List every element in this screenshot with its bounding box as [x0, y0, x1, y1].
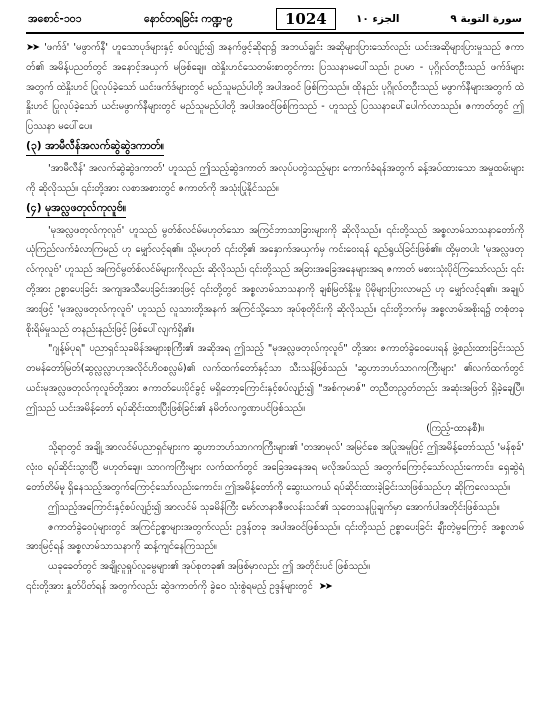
- page-number: 1024: [276, 8, 336, 30]
- continuation-arrows-icon: ➤➤: [26, 42, 39, 53]
- page-body: [26, 38, 524, 597]
- paragraph: ဇကာတ်ခွဲဝေပုံများတွင် အကြင်ဥစ္စာများအတွက်လည်း ဥဒ္ဒန်တခု အပါအဝင်ဖြစ်သည်။ ၎င်းတို့သည် ဥစ္စာပေးခြင်း ချီးတဲ့မွကြောင့် အစ္စလာမ် အားမြင့်ရန် အစ္စလာမ်သာသနာကို ဆန့်ကျင်နေကြသည်။: [26, 521, 524, 553]
- section-4-heading-row: [26, 199, 524, 221]
- continuation-arrows-icon: ➤➤: [318, 580, 331, 592]
- chapter-label: နောင်တရခြင်း ကဏ္ဍ-၉: [144, 13, 233, 25]
- paragraph: ဤသည့်အကြောင်းနှင့်စပ်လျဉ်း၍ အာလင်မ် သုခမိန်ကြီး မော်လာနာဇီဖလန်းသင်၏ သုတေသနပြုချက်မှာ အောက်ပါအတိုင်းဖြစ်သည်။: [48, 501, 500, 513]
- section-heading: (၄) မုအလ္လဖတုလ်ကုလူဗ်။: [26, 200, 126, 218]
- citation: (ကြည့်-ထာနစီ)။: [426, 422, 484, 434]
- surah-label: سورة التوبة ٩: [450, 13, 522, 25]
- juz-label: الجزء ١٠: [356, 13, 400, 25]
- paragraph: 'မုအလ္လဖတုလ်ကုလူဗ်' ဟူသည် မွတ်စ်လင်မ်မဟုတ်သော အကြင်ဘာသာခြားများကို ဆိုလိုသည်။ ၎င်းတို့သည် အစ္စလာမ်သာသနာတော်ကို ယုံကြည်လက်ခံလာကြမည် ဟု မျှော်လင့်ရ၏။ သို့မဟုတ် ၎င်းတို့၏ အနှောက်အယှက်မှ ကင်းဝေးရန် ရည်ရွယ်ခြင်းဖြစ်၏။ ထို့မှတပါး 'မုအလ္လဖတုလ်ကုလူဗ်' ဟူသည် အကြင်မွတ်စ်လင်မ်များကိုလည်း ဆိုလိုသည်၊ ၎င်းတို့သည် အခြားအခြေအနေများအရ ဇကာတ် မစားသုံးပိုင်ကြသော်လည်း ၎င်းတို့အား ဥစ္စာပေးခြင်း အကျအသီပေးခြင်းအားဖြင့် ၎င်းတို့တွင် အစ္စလာမ်သာသနာကို ချစ်မြတ်နိုးမှု ပိုမိုများပြားလာမည် ဟု မျှော်လင့်ရ၏။ အချုပ်အားဖြင့် 'မုအလ္လဖတုလ်ကုလူဗ်' ဟူသည် လူသားတို့အနက် အကြင်သို့သော အုပ်စုတိုင်းကို ဆိုလိုသည်။ ၎င်းတို့ဘက်မှ အစ္စလာမ်အစိုးရ၌ တစုံတခု စိုးရိမ်မှုသည် တနည်းနည်းဖြင့် ဖြစ်ပေါ်လျက်ရှိ၏။: [26, 224, 524, 335]
- section-3-heading-row: [26, 137, 524, 159]
- intro-text: 'ဖက်ဒ်' 'မဖွာက်နီ' ဟူသောပုဒ်များနှင့် စပ်လျဉ်း၍ အနက်ဖွင့်ဆိုရာ၌ အဘယ်ချွင်း အဆိုများပြားသော်လည်း ယင်းအဆိုများပြားမှုသည် ဇကာတ်၏ အမိန့်ပညတ်တွင် အနောင့်အယှက် မဖြစ်ချေ။ ထဲနှိုးဟင်သေတမ်းစာတွင်ကား ပြဿနာမပေါ်သည်၊ ဥပမာ - ပုဂ္ဂိုလ်တဦးသည် ဖက်ဒ်များအတွက် ထဲနှိုးဟင် ပြုလုပ်ခဲ့သော် ယင်းဖက်ဒ်များတွင် မည်သူမည်ပါတို့ အပါအဝင် ဖြစ်ကြသည်။ ထိုနည်း ပုဂ္ဂိုလ်တဦးသည် မဖွာက်နီများအတွက် ထဲနှိုးဟင် ပြုလုပ်ခဲ့သော် ယင်းမဖွာက်နီများတွင် မည်သူမည်ပါတို့ အပါအဝင်ဖြစ်ကြသည် - ဟူသည့် ပြဿနာပေါ်ပေါက်လာသည်။ ဇကာတ်တွင် ဤပြဿနာ မပေါ်ပေ။: [26, 42, 524, 133]
- closing-text: ၎င်းတို့အား နှုတ်ပိတ်ရန် အတွက်လည်း ဆွဲဒကာတ်ကို ခွဲဝေ သုံးစွဲရမည့် ဥဒ္ဒန်များတွင်: [26, 580, 313, 592]
- paragraph: သို့ရာတွင် အချို့ အာလင်မ်ပညာရှင်များက ဆွဟာဘဟ်သာဂကကြီးများ၏ 'တအာမုလ်' အမြင်စေ အပြုအမူဖြင့် ဤအမိန့်တော်သည် 'မန်စုခ်' လုံးဝ ရပ်ဆိုင်းသွားပြီ မဟုတ်ချေ။ သာဂကကြီးများ လက်ထက်တွင် အခြေအနေအရ မလိုအပ်သည် အတွက်ကြောင့်သော်လည်းကောင်း၊ ရှေဆွဲရံတော်တိမ်မူ ရှိနေသည့်အတွက်ကြောင့်သော်လည်းကောင်း၊ ဤအမိန့်တော်ကို ဆွေးယကယ် ရပ်ဆိုင်းထားခဲ့ခြင်းသာဖြစ်သည်ဟု ဆိုကြလေသည်။: [26, 442, 524, 493]
- paragraph: "ဂျန့်မ်ပုရ" ပညာရှင်သုခမိန်အများစုကြီး၏ အဆိုအရ ဤသည့် "မုအလ္လဖတုလ်ကုလူဗ်" တို့အား ဇကာတ်ခွဲဝေပေးရန် ဖွဲ့စည်းထားခြင်းသည် တမန်တော်မြတ်(ဆွလ္လလ္လာဟုအလိုင်ဟိဝစလ္လမ်)၏ လက်ထက်တော်နှင့်သာ သီးသန့်ဖြစ်သည်၊ 'ဆွဟာဘဟ်သာဂကကြီးများ' ၏လက်ထက်တွင် ယင်းမုအလ္လဖတုလ်ကုလူဗ်တို့အား ဇကာတ်ပေးပိုင်ခွင့် မရှိတော့ကြောင်းနှင့်စပ်လျဉ်း၍ "အစ်ကုမာဇ်" တညီတညွတ်တည်း အဆုံးအဖြတ် ရှိခဲ့ချေပြီ။ ဤသည် ယင်းအမိန့်တော် ရပ်ဆိုင်းထားပြီးဖြစ်ခြင်း၏ နမိတ်လက္ခဏာပင်ဖြစ်သည်။: [26, 343, 524, 414]
- closing-paragraph: [26, 577, 524, 597]
- paragraph: ယခုခေတ်တွင် အချို့လူရှုပ်လူမွေများ၏ အုပ်စုတခု၏ အဖြစ်မှာလည်း ဤ အတိုင်းပင် ဖြစ်သည်။: [48, 561, 371, 573]
- issue-label: အစောင်-၁၀၁: [28, 13, 82, 25]
- page-header: [26, 6, 524, 34]
- section-heading: (၃) အာမီလီန်အလက်ဆွဲဆွဲဒကာတ်။: [26, 138, 164, 156]
- intro-paragraph: [26, 38, 524, 137]
- paragraph: 'အာမီလီန်' အလက်ဆွဲဆွဲဒကာတ်' ဟူသည် ဤသည့်ဆွဲဒကာတ် အလုပ်ပတွဲသည့်များ ကောက်ခံရန်အတွက် ခန့်အပ်ထားသော အမှုထမ်းများကို ဆိုလိုသည်။ ၎င်းတို့အား လစာအစားတွင် ဇကာတ်ကို အသုံးပြုနိုင်သည်။: [26, 162, 524, 194]
